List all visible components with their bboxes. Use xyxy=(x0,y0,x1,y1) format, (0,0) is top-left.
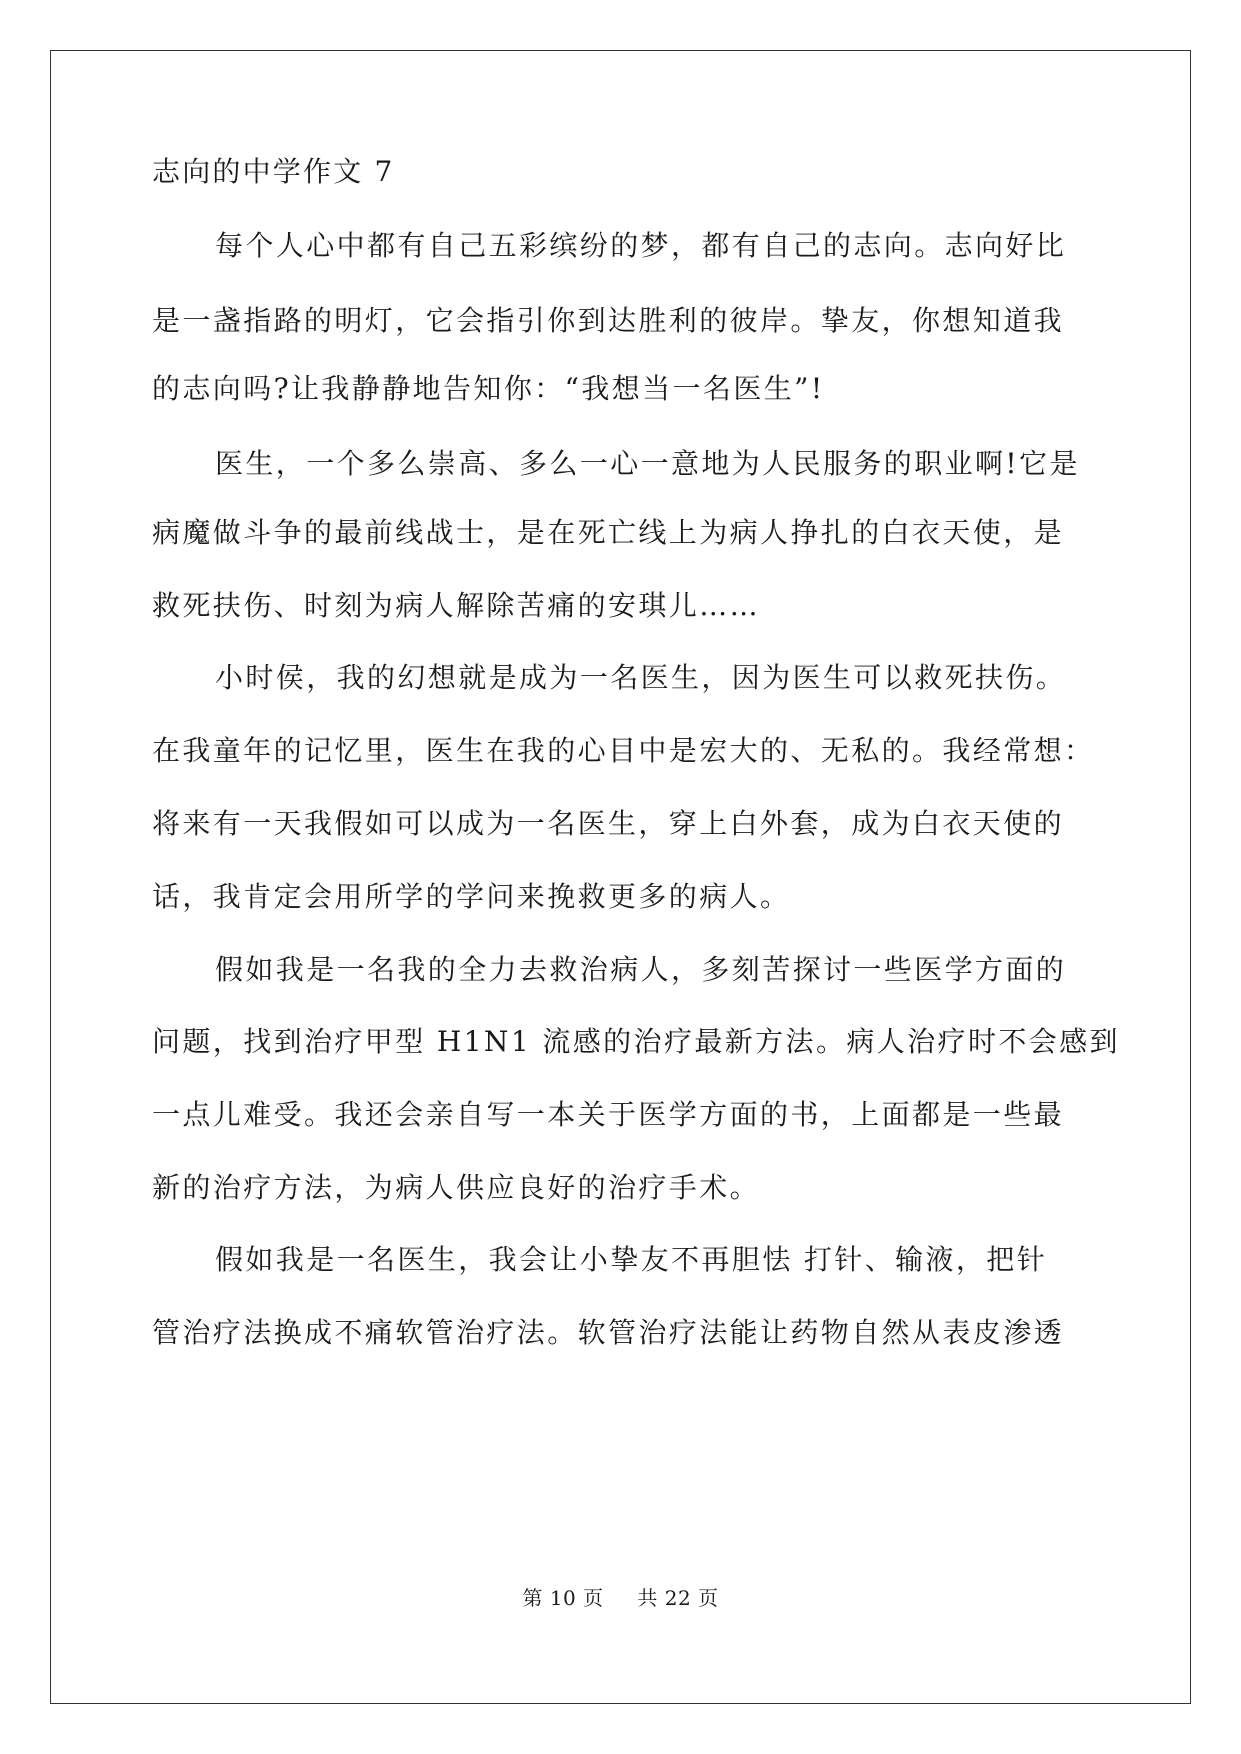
paragraph-line: 病魔做斗争的最前线战士，是在死亡线上为病人挣扎的白衣天使，是 xyxy=(152,516,1065,549)
document-title: 志向的中学作文 7 xyxy=(152,155,395,188)
page-number: 第 10 页 xyxy=(522,1586,604,1610)
paragraph-line: 每个人心中都有自己五彩缤纷的梦，都有自己的志向。志向好比 xyxy=(215,229,1067,262)
paragraph-line: 将来有一天我假如可以成为一名医生，穿上白外套，成为白衣天使的 xyxy=(152,807,1065,840)
page-total: 共 22 页 xyxy=(637,1586,719,1610)
paragraph-line: 新的治疗方法，为病人供应良好的治疗手术。 xyxy=(152,1171,761,1204)
paragraph-line: 在我童年的记忆里，医生在我的心目中是宏大的、无私的。我经常想： xyxy=(152,734,1095,767)
paragraph-line: 假如我是一名我的全力去救治病人，多刻苦探讨一些医学方面的 xyxy=(215,953,1067,986)
paragraph-line: 救死扶伤、时刻为病人解除苦痛的安琪儿…… xyxy=(152,589,761,622)
paragraph-line: 是一盏指路的明灯，它会指引你到达胜利的彼岸。挚友，你想知道我 xyxy=(152,304,1065,337)
paragraph-line: 问题，找到治疗甲型 H1N1 流感的治疗最新方法。病人治疗时不会感到 xyxy=(152,1025,1120,1058)
paragraph-line: 话，我肯定会用所学的学问来挽救更多的病人。 xyxy=(152,880,791,913)
paragraph-line: 假如我是一名医生，我会让小挚友不再胆怯 打针、输液，把针 xyxy=(215,1243,1048,1276)
paragraph-line: 医生，一个多么崇高、多么一心一意地为人民服务的职业啊!它是 xyxy=(215,447,1080,480)
paragraph-line: 一点儿难受。我还会亲自写一本关于医学方面的书，上面都是一些最 xyxy=(152,1098,1065,1131)
paragraph-line: 管治疗法换成不痛软管治疗法。软管治疗法能让药物自然从表皮渗透 xyxy=(152,1316,1065,1349)
paragraph-line: 小时侯，我的幻想就是成为一名医生，因为医生可以救死扶伤。 xyxy=(215,661,1067,694)
paragraph-line: 的志向吗?让我静静地告知你：“我想当一名医生”! xyxy=(152,372,825,405)
page-footer xyxy=(0,1586,1241,1610)
